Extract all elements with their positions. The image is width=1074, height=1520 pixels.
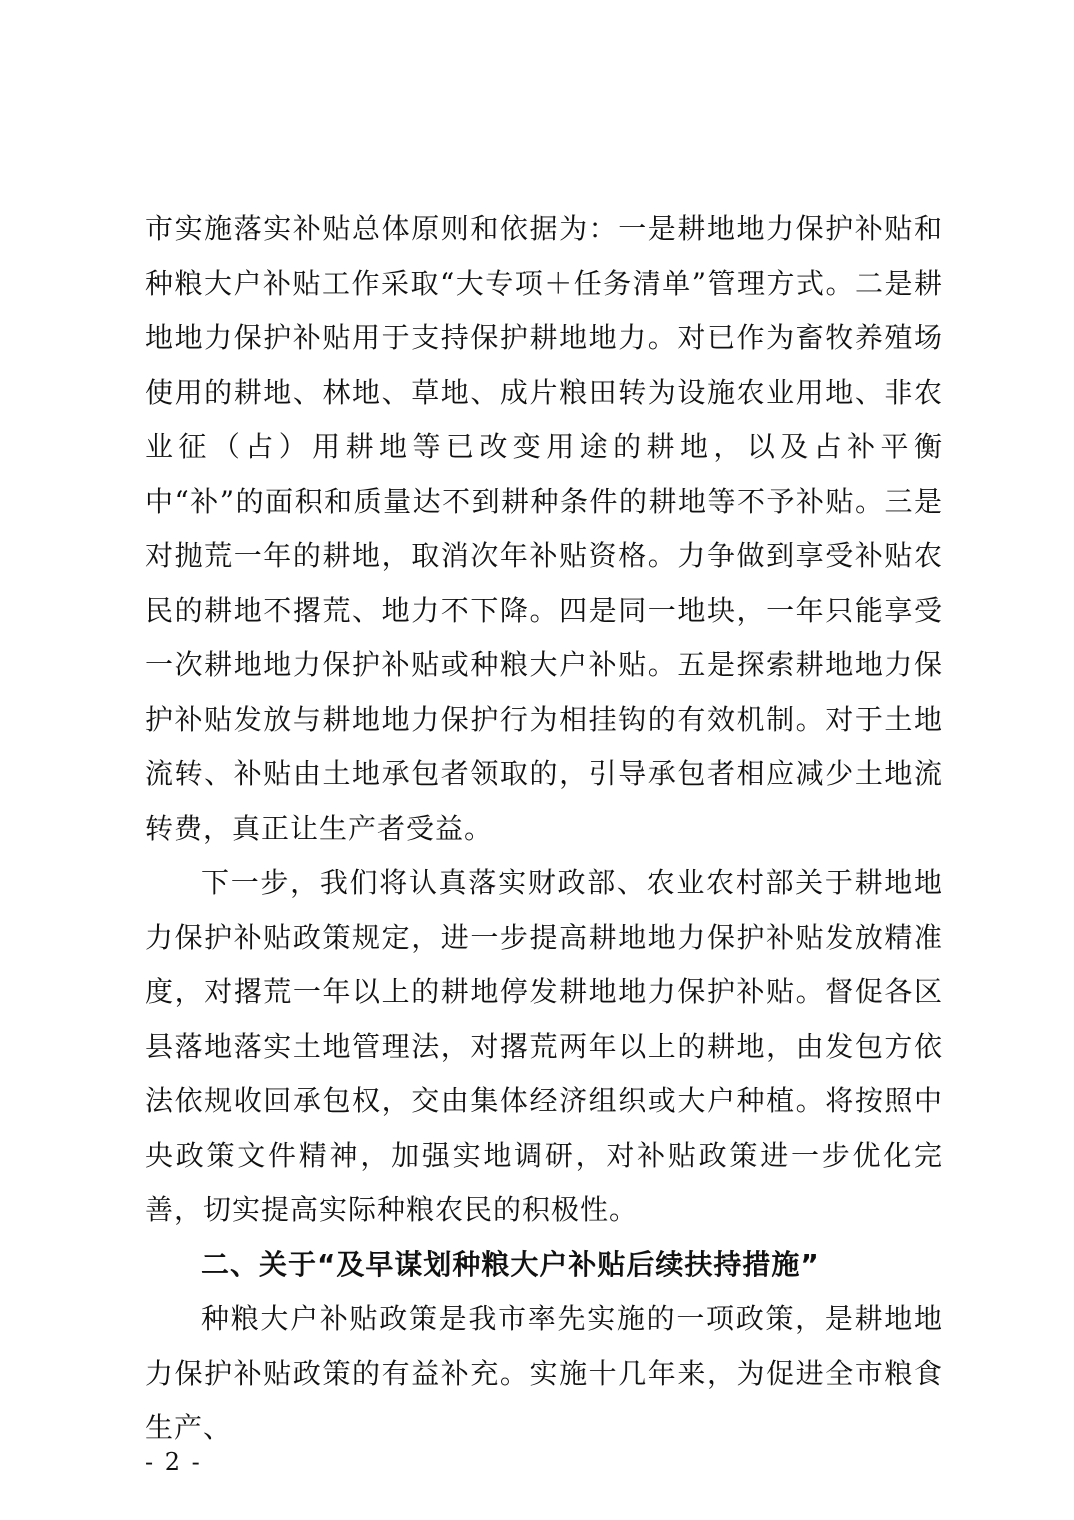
paragraph-subsidy-principles: 市实施落实补贴总体原则和依据为：一是耕地地力保护补贴和种粮大户补贴工作采取“大专项＋任务清单”管理方式。二是耕地地力保护补贴用于支持保护耕地地力。对已作为畜牧养殖场使用的耕地、林地、草地、成片粮田转为设施农业用地、非农业征（占）用耕地等已改变用途的耕地，以及占补平衡中“补”的面积和质量达不到耕种条件的耕地等不予补贴。三是对抛荒一年的耕地，取消次年补贴资格。力争做到享受补贴农民的耕地不撂荒、地力不下降。四是同一地块，一年只能享受一次耕地地力保护补贴或种粮大户补贴。五是探索耕地地力保护补贴发放与耕地地力保护行为相挂钩的有效机制。对于土地流转、补贴由土地承包者领取的，引导承包者相应减少土地流转费，真正让生产者受益。 bbox=[145, 212, 943, 845]
paragraph-next-steps: 下一步，我们将认真落实财政部、农业农村部关于耕地地力保护补贴政策规定，进一步提高耕地地力保护补贴发放精准度，对撂荒一年以上的耕地停发耕地地力保护补贴。督促各区县落地落实土地管理法，对撂荒两年以上的耕地，由发包方依法依规收回承包权，交由集体经济组织或大户种植。将按照中央政策文件精神，加强实地调研，对补贴政策进一步优化完善，切实提高实际种粮农民的积极性。 bbox=[145, 866, 943, 1226]
page-number: - 2 - bbox=[145, 1448, 202, 1476]
paragraph-grain-grower-subsidy: 种粮大户补贴政策是我市率先实施的一项政策，是耕地地力保护补贴政策的有益补充。实施十几年来，为促进全市粮食生产、 bbox=[145, 1302, 943, 1444]
document-body bbox=[145, 202, 943, 1456]
section-heading-two: 二、关于“及早谋划种粮大户补贴后续扶持措施” bbox=[201, 1247, 820, 1281]
